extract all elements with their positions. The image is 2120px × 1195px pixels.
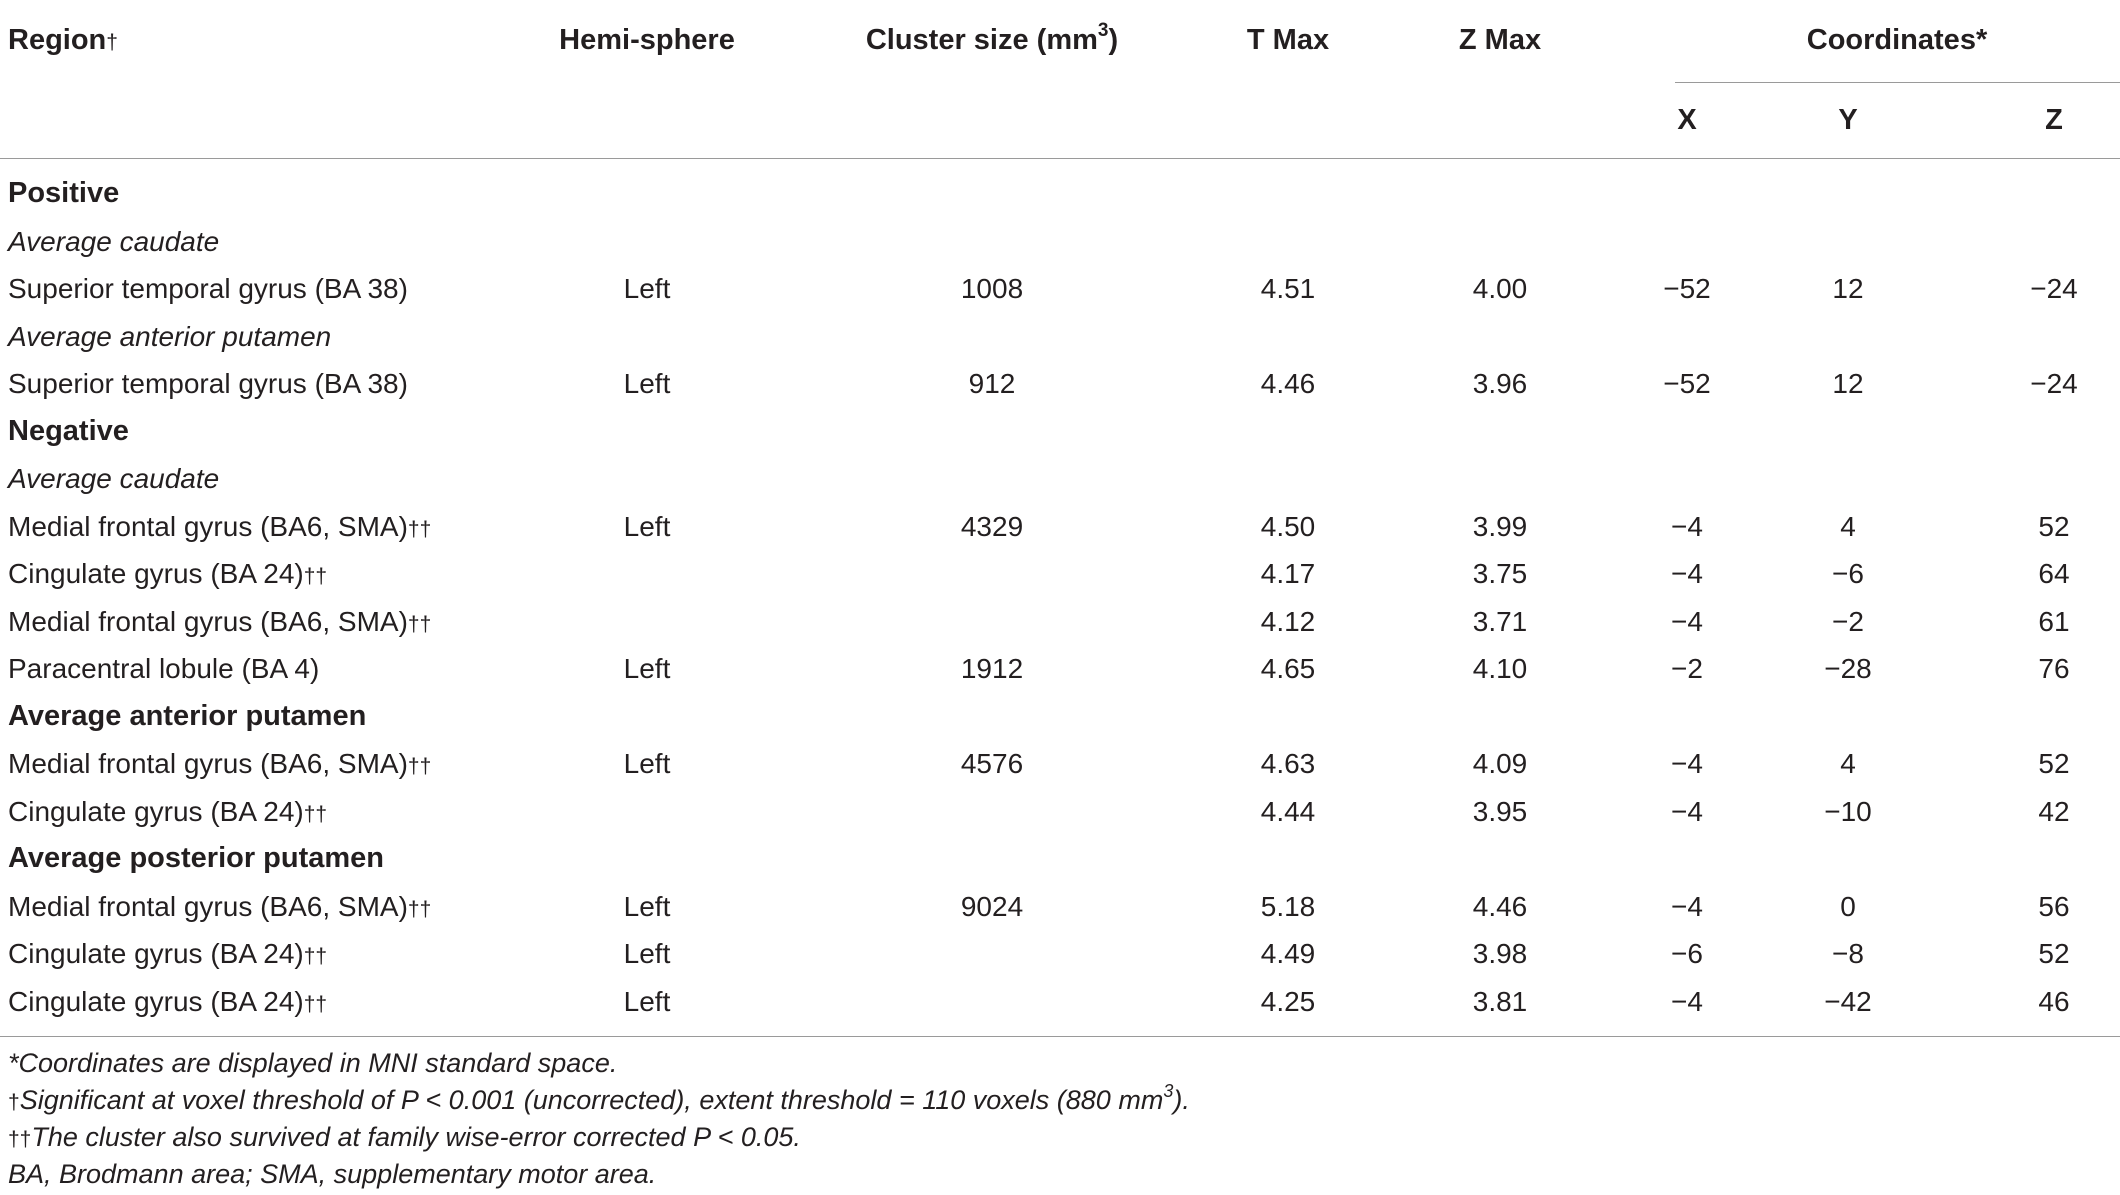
cell-region: Average anterior putamen <box>8 320 332 352</box>
subsection-heading-row <box>0 218 2120 266</box>
cell-region: Average caudate <box>8 463 220 494</box>
footnote-abbreviations: BA, Brodmann area; SMA, supplementary motor area. <box>8 1159 657 1189</box>
cell-x: −52 <box>1663 368 1711 399</box>
cell-y: 12 <box>1832 273 1864 304</box>
cell-region: Cingulate gyrus (BA 24)†† <box>8 938 328 969</box>
cell-region: Medial frontal gyrus (BA6, SMA)†† <box>8 890 432 922</box>
subsection-heading-row <box>0 313 2120 361</box>
cell-region: Medial frontal gyrus (BA6, SMA)†† <box>8 605 432 637</box>
cell-x: −6 <box>1671 938 1703 969</box>
table-subheader <box>0 80 2120 159</box>
cell-z: −24 <box>2030 368 2078 399</box>
table-row <box>0 883 2120 931</box>
cell-t-max: 4.50 <box>1260 510 1316 542</box>
cell-region: Average caudate <box>8 225 220 257</box>
cell-z-max: 4.10 <box>1472 653 1528 684</box>
double-dagger-mark: †† <box>407 612 432 636</box>
double-dagger-mark: †† <box>407 897 432 921</box>
cell-region: Average anterior putamen <box>8 699 367 732</box>
cell-x: −4 <box>1671 510 1703 542</box>
cell-z: 56 <box>2038 890 2070 922</box>
cell-cluster-size: 9024 <box>960 890 1024 922</box>
cell-z-max: 3.75 <box>1472 558 1528 589</box>
cell-region: Cingulate gyrus (BA 24)†† <box>8 795 328 827</box>
table-row <box>0 503 2120 551</box>
double-dagger-mark: †† <box>303 565 328 588</box>
cell-t-max: 4.46 <box>1260 368 1316 399</box>
cell-region: Superior temporal gyrus (BA 38) <box>8 273 408 304</box>
cell-z-max: 4.00 <box>1472 273 1528 304</box>
cell-y: 0 <box>1840 890 1856 922</box>
cell-x: −52 <box>1663 273 1711 304</box>
header-hemisphere: Hemi-sphere <box>559 24 735 56</box>
cell-region: Superior temporal gyrus (BA 38) <box>8 368 408 399</box>
header-x: X <box>1677 104 1697 136</box>
header-z: Z <box>2045 104 2063 136</box>
cell-z-max: 3.81 <box>1472 985 1528 1017</box>
cell-y: −28 <box>1824 653 1872 684</box>
cell-t-max: 4.12 <box>1260 605 1316 637</box>
cell-hemisphere: Left <box>623 653 671 684</box>
double-dagger-mark: †† <box>303 992 328 1016</box>
cell-z: 52 <box>2038 748 2070 779</box>
table-row <box>0 978 2120 1026</box>
cell-hemisphere: Left <box>623 985 671 1017</box>
cell-cluster-size: 4576 <box>960 748 1024 779</box>
cell-t-max: 4.63 <box>1260 748 1316 779</box>
table-row <box>0 645 2120 693</box>
cell-t-max: 4.51 <box>1260 273 1316 304</box>
cell-z: −24 <box>2030 273 2078 304</box>
subsection-heading-row <box>0 455 2120 503</box>
cell-region: Average posterior putamen <box>8 842 385 874</box>
cell-y: −6 <box>1832 558 1864 589</box>
section-heading-row <box>0 408 2120 456</box>
cell-x: −4 <box>1671 795 1703 827</box>
header-t-max: T Max <box>1246 24 1330 56</box>
cell-x: −4 <box>1671 558 1703 589</box>
table-row <box>0 788 2120 836</box>
header-region: Region† <box>8 24 118 56</box>
bottom-rule <box>0 1036 2120 1037</box>
cell-x: −4 <box>1671 890 1703 922</box>
header-coordinates: Coordinates* <box>1806 24 1988 56</box>
table-row <box>0 550 2120 598</box>
cell-t-max: 4.49 <box>1260 938 1316 969</box>
cell-hemisphere: Left <box>623 510 671 542</box>
cell-t-max: 4.25 <box>1260 985 1316 1017</box>
cell-region: Negative <box>8 414 129 447</box>
cell-hemisphere: Left <box>623 748 671 779</box>
cell-hemisphere: Left <box>623 890 671 922</box>
cell-hemisphere: Left <box>623 938 671 969</box>
cell-region: Cingulate gyrus (BA 24)†† <box>8 985 328 1017</box>
cell-y: 12 <box>1832 368 1864 399</box>
section-heading-row <box>0 835 2120 883</box>
cell-y: 4 <box>1840 510 1856 542</box>
cell-region: Medial frontal gyrus (BA6, SMA)†† <box>8 510 432 542</box>
cell-z: 61 <box>2038 605 2070 637</box>
cell-y: −42 <box>1824 985 1872 1017</box>
cell-x: −4 <box>1671 605 1703 637</box>
cell-y: 4 <box>1840 748 1856 779</box>
cell-x: −2 <box>1671 653 1703 684</box>
cell-z-max: 4.46 <box>1472 890 1528 922</box>
cell-z: 64 <box>2038 558 2070 589</box>
table-row <box>0 598 2120 646</box>
header-z-max: Z Max <box>1458 24 1542 56</box>
cell-z-max: 3.71 <box>1472 605 1528 637</box>
cell-region: Medial frontal gyrus (BA6, SMA)†† <box>8 748 432 779</box>
cell-z-max: 4.09 <box>1472 748 1528 779</box>
dagger-mark: † <box>8 1091 20 1114</box>
double-dagger-mark: †† <box>407 517 432 541</box>
double-dagger-mark: †† <box>407 755 432 778</box>
cell-cluster-size: 4329 <box>960 510 1024 542</box>
cell-region: Paracentral lobule (BA 4) <box>8 653 320 684</box>
cell-x: −4 <box>1671 748 1703 779</box>
table-row <box>0 930 2120 978</box>
header-cluster-size: Cluster size $(mm^3)$ <box>865 20 1119 56</box>
cell-z-max: 3.95 <box>1472 795 1528 827</box>
cell-z: 46 <box>2038 985 2070 1017</box>
cell-hemisphere: Left <box>623 368 671 399</box>
section-heading-row <box>0 693 2120 741</box>
cell-y: −10 <box>1824 795 1872 827</box>
cell-t-max: 4.65 <box>1260 653 1316 684</box>
header-y: Y <box>1838 104 1858 136</box>
footnote-significance: †Significant at voxel threshold of P < 0.001 (uncorrected), extent threshold = 110 voxels (880 $mm^3$). <box>8 1081 1190 1115</box>
cell-cluster-size: 912 <box>968 368 1016 399</box>
cell-t-max: 5.18 <box>1260 890 1316 922</box>
double-dagger-mark: †† <box>303 945 328 968</box>
cell-cluster-size: 1008 <box>960 273 1024 304</box>
table-row <box>0 360 2120 408</box>
cell-z-max: 3.96 <box>1472 368 1528 399</box>
cell-z: 52 <box>2038 938 2070 969</box>
dagger-mark: † <box>106 31 118 54</box>
table-row <box>0 740 2120 788</box>
cell-hemisphere: Left <box>623 273 671 304</box>
cell-x: −4 <box>1671 985 1703 1017</box>
cell-z: 52 <box>2038 510 2070 542</box>
cell-z-max: 3.99 <box>1472 510 1528 542</box>
header-rule <box>0 158 2120 159</box>
footnote-coordinates: *Coordinates are displayed in MNI standard space. <box>8 1048 618 1078</box>
footnote-fwe: ††The cluster also survived at family wise-error corrected P < 0.05. <box>8 1122 801 1152</box>
cell-region: Cingulate gyrus (BA 24)†† <box>8 558 328 589</box>
cell-z-max: 3.98 <box>1472 938 1528 969</box>
table-row <box>0 265 2120 313</box>
double-dagger-mark: †† <box>303 802 328 826</box>
cell-cluster-size: 1912 <box>960 653 1024 684</box>
cell-t-max: 4.44 <box>1260 795 1316 827</box>
cell-z: 76 <box>2038 653 2070 684</box>
cell-z: 42 <box>2038 795 2070 827</box>
section-heading-row <box>0 170 2120 218</box>
cell-y: −2 <box>1832 605 1864 637</box>
cell-y: −8 <box>1832 938 1864 969</box>
cell-t-max: 4.17 <box>1260 558 1316 589</box>
table-header <box>0 0 2120 80</box>
cell-region: Positive <box>8 177 120 209</box>
double-dagger-mark: †† <box>8 1128 32 1151</box>
